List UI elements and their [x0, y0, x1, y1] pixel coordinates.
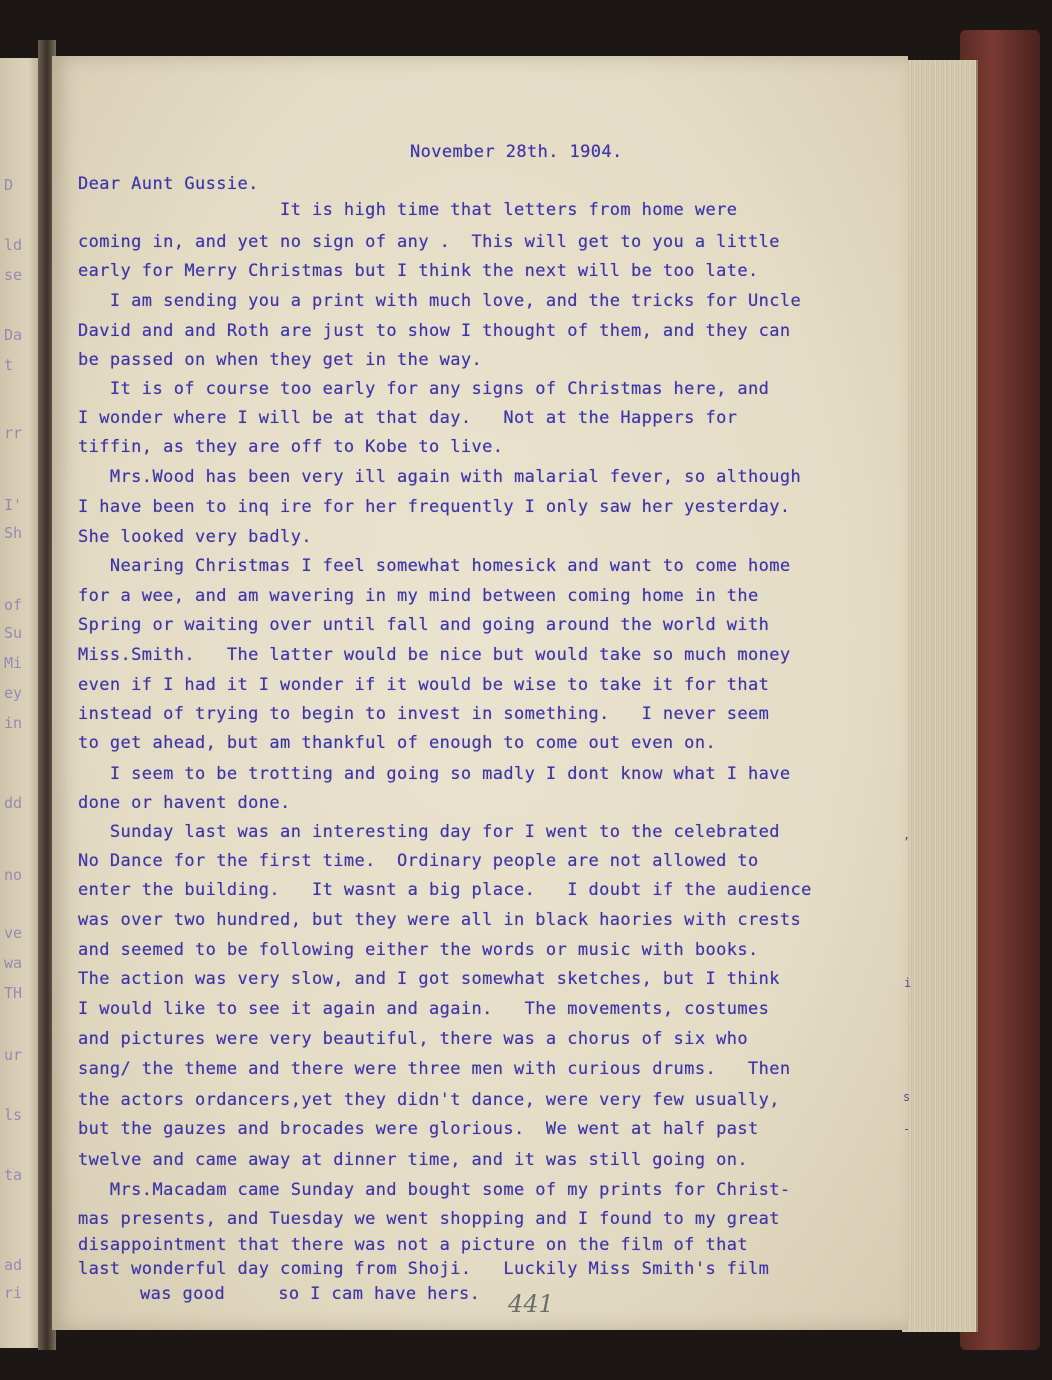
letter-line: and pictures were very beautiful, there was a chorus of six who	[78, 1029, 748, 1049]
letter-line: to get ahead, but am thankful of enough to come out even on.	[78, 733, 717, 753]
letter-salutation: Dear Aunt Gussie.	[78, 174, 259, 194]
letter-line: Miss.Smith. The latter would be nice but would take so much money	[78, 645, 791, 665]
letter-line: mas presents, and Tuesday we went shopping and I found to my great	[78, 1209, 780, 1229]
letter-line: sang/ the theme and there were three men with curious drums. Then	[78, 1059, 791, 1079]
letter-line: instead of trying to begin to invest in something. I never seem	[78, 704, 770, 724]
letter-date: November 28th. 1904.	[410, 142, 623, 162]
letter-line: even if I had it I wonder if it would be wise to take it for that	[78, 675, 770, 695]
letter-line: last wonderful day coming from Shoji. Luckily Miss Smith's film	[78, 1259, 770, 1279]
letter-line: I would like to see it again and again. The movements, costumes	[78, 999, 770, 1019]
margin-tick: -	[903, 1122, 911, 1136]
margin-tick: ,	[903, 828, 911, 842]
letter-line: Spring or waiting over until fall and going around the world with	[78, 615, 770, 635]
letter-line: early for Merry Christmas but I think the next will be too late.	[78, 261, 759, 281]
letter-line: done or havent done.	[78, 793, 291, 813]
letter-line: I wonder where I will be at that day. Not at the Happers for	[78, 408, 738, 428]
letter-line: I am sending you a print with much love, and the tricks for Uncle	[78, 291, 802, 311]
letter-line: coming in, and yet no sign of any . This will get to you a little	[78, 232, 780, 252]
letter-line: but the gauzes and brocades were glorious. We went at half past	[78, 1119, 759, 1139]
letter-line: It is high time that letters from home were	[78, 200, 738, 220]
letter-line: David and and Roth are just to show I thought of them, and they can	[78, 321, 791, 341]
letter-line: I seem to be trotting and going so madly I dont know what I have	[78, 764, 791, 784]
letter-line: disappointment that there was not a picture on the film of that	[78, 1235, 748, 1255]
letter-line: tiffin, as they are off to Kobe to live.	[78, 437, 504, 457]
letter-line: the actors ordancers,yet they didn't dance, were very few usually,	[78, 1090, 780, 1110]
letter-line: No Dance for the first time. Ordinary people are not allowed to	[78, 851, 759, 871]
letter-line: Nearing Christmas I feel somewhat homesick and want to come home	[78, 556, 791, 576]
letter-line: It is of course too early for any signs of Christmas here, and	[78, 379, 770, 399]
letter-line: Sunday last was an interesting day for I went to the celebrated	[78, 822, 780, 842]
left-facing-page: D ld se Da t rr I' Sh of Su Mi ey in dd no ve wa TH ur ls ta ad ri	[0, 58, 40, 1348]
letter-line: enter the building. It wasnt a big place. I doubt if the audience	[78, 880, 812, 900]
letter-line: be passed on when they get in the way.	[78, 350, 483, 370]
margin-tick: s	[903, 1090, 911, 1104]
letter-line: The action was very slow, and I got somewhat sketches, but I think	[78, 969, 780, 989]
letter-line: for a wee, and am wavering in my mind between coming home in the	[78, 586, 759, 606]
page-edges-stack	[902, 60, 978, 1332]
letter-line: Mrs.Wood has been very ill again with malarial fever, so although	[78, 467, 802, 487]
letter-line: and seemed to be following either the words or music with books.	[78, 940, 759, 960]
letter-line: I have been to inq ire for her frequently I only saw her yesterday.	[78, 497, 791, 517]
letter-line: was over two hundred, but they were all in black haories with crests	[78, 910, 802, 930]
letter-line: She looked very badly.	[78, 527, 312, 547]
page-number: 441	[508, 1290, 554, 1318]
margin-tick: i	[904, 976, 912, 990]
letter-line: was good so I cam have hers.	[140, 1284, 481, 1304]
letter-line: twelve and came away at dinner time, and it was still going on.	[78, 1150, 748, 1170]
letter-line: Mrs.Macadam came Sunday and bought some of my prints for Christ-	[78, 1180, 791, 1200]
